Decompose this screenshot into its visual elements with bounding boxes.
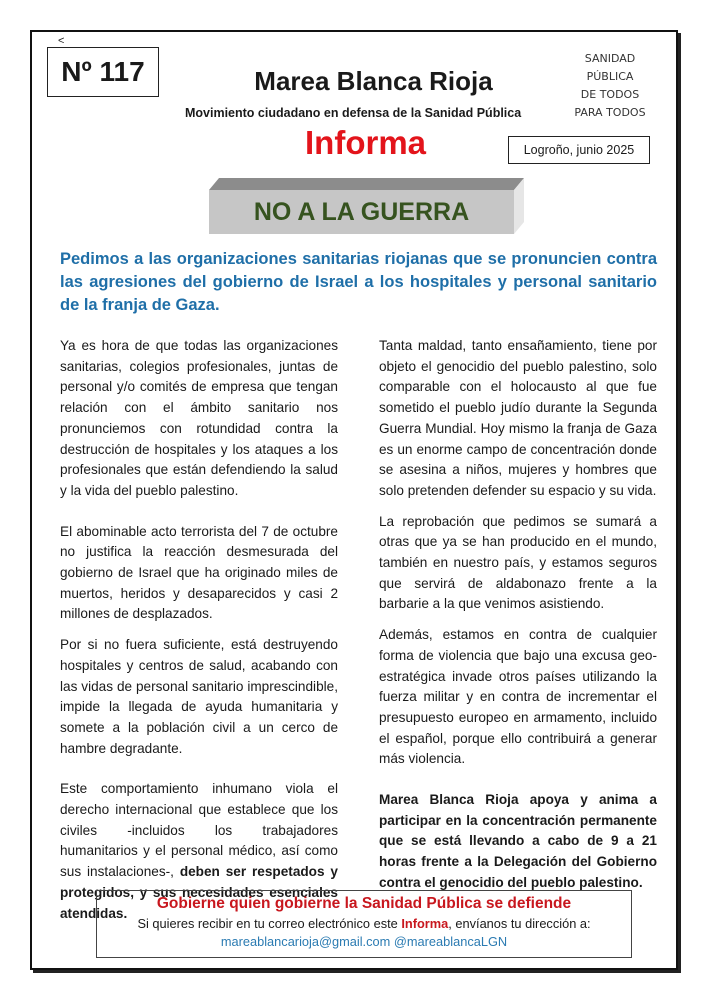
- email-link[interactable]: mareablancarioja@gmail.com: [220, 934, 391, 949]
- paragraph: Además, estamos en contra de cualquier forma de violencia que bajo una excusa geo-estratégica invade otros países utilizando la fuerza militar y en contra de incrementar el presupuesto europeo en armamento, incluido el español, porque ello contribuirá a generar más violencia.: [379, 627, 657, 767]
- paragraph: Ya es hora de que todas las organizaciones sanitarias, colegios profesionales, juntas de personal y/o comités de empresa que tengan relación con el ámbito sanitario nos pronunciemos con rotundidad contra la destrucción de hospitales y los ataques a los profesionales que están defendiendo la salud y la vida del pueblo palestino.: [60, 338, 338, 498]
- right-column: [379, 336, 657, 904]
- subtitle: Movimiento ciudadano en defensa de la Sanidad Pública: [185, 106, 522, 120]
- paragraph: La reprobación que pedimos se sumará a otras que ya se han producido en el mundo, también en nuestro país, y estamos seguros que servirá de aldabonazo frente a la barbarie a la que venimos asistiendo.: [379, 513, 657, 612]
- paragraph: Este comportamiento inhumano viola el derecho internacional que establece que los civiles -incluidos los trabajadores humanitarios y el personal médico, así como sus instalaciones-, deben ser respetados y protegidos, y sus necesidades esenciales atendidas.: [60, 781, 338, 921]
- paragraph: Tanta maldad, tanto ensañamiento, tiene por objeto el genocidio del pueblo palestino, solo comparable con el holocausto al que fue sometido el pueblo judío durante la Segunda Guerra Mundial. Hoy mismo la franja de Gaza es un enorme campo de concentración donde se asesina a niños, mujeres y hombres que solo pretenden defender su espacio y su vida.: [379, 338, 657, 498]
- left-column: [60, 336, 338, 934]
- footer-box: [96, 890, 632, 958]
- call-to-action: Marea Blanca Rioja apoya y anima a participar en la concentración permanente que se está llevando a cabo de 9 a 21 horas frente a la Delegación del Gobierno contra el genocidio del pueblo palestino.: [379, 792, 657, 890]
- logo: SANIDAD PÚBLICA DE TODOS PARA TODOS: [574, 52, 646, 119]
- footer-slogan: Gobierne quien gobierne la Sanidad Pública se defiende: [156, 895, 572, 912]
- back-mark: <: [58, 35, 65, 47]
- informa-heading: Informa: [305, 124, 427, 161]
- banner: [209, 178, 524, 234]
- lead-paragraph: Pedimos a las organizaciones sanitarias riojanas que se pronuncien contra las agresiones del gobierno de Israel a los hospitales y personal sanitario de la franja de Gaza.: [60, 250, 657, 314]
- banner-text: NO A LA GUERRA: [209, 190, 514, 234]
- paragraph: Por si no fuera suficiente, está destruyendo hospitales y centros de salud, acabando con las vidas de personal sanitario imprescindible, impide la llegada de ayuda humanitaria y somete a la población civil a un cerco de hambre degradante.: [60, 637, 338, 756]
- page-title: Marea Blanca Rioja: [254, 66, 493, 96]
- footer-subscribe: Si quieres recibir en tu correo electrónico este Informa, envíanos tu dirección a:: [137, 916, 591, 931]
- date-box: Logroño, junio 2025: [508, 136, 650, 164]
- social-handle-link[interactable]: @mareablancaLGN: [393, 934, 508, 949]
- issue-number: Nº 117: [47, 47, 159, 97]
- paragraph: El abominable acto terrorista del 7 de octubre no justifica la reacción desmesurada del gobierno de Israel que ha originado miles de muertos, heridos y desaparecidos y casi 2 millones de desplazados.: [60, 523, 338, 622]
